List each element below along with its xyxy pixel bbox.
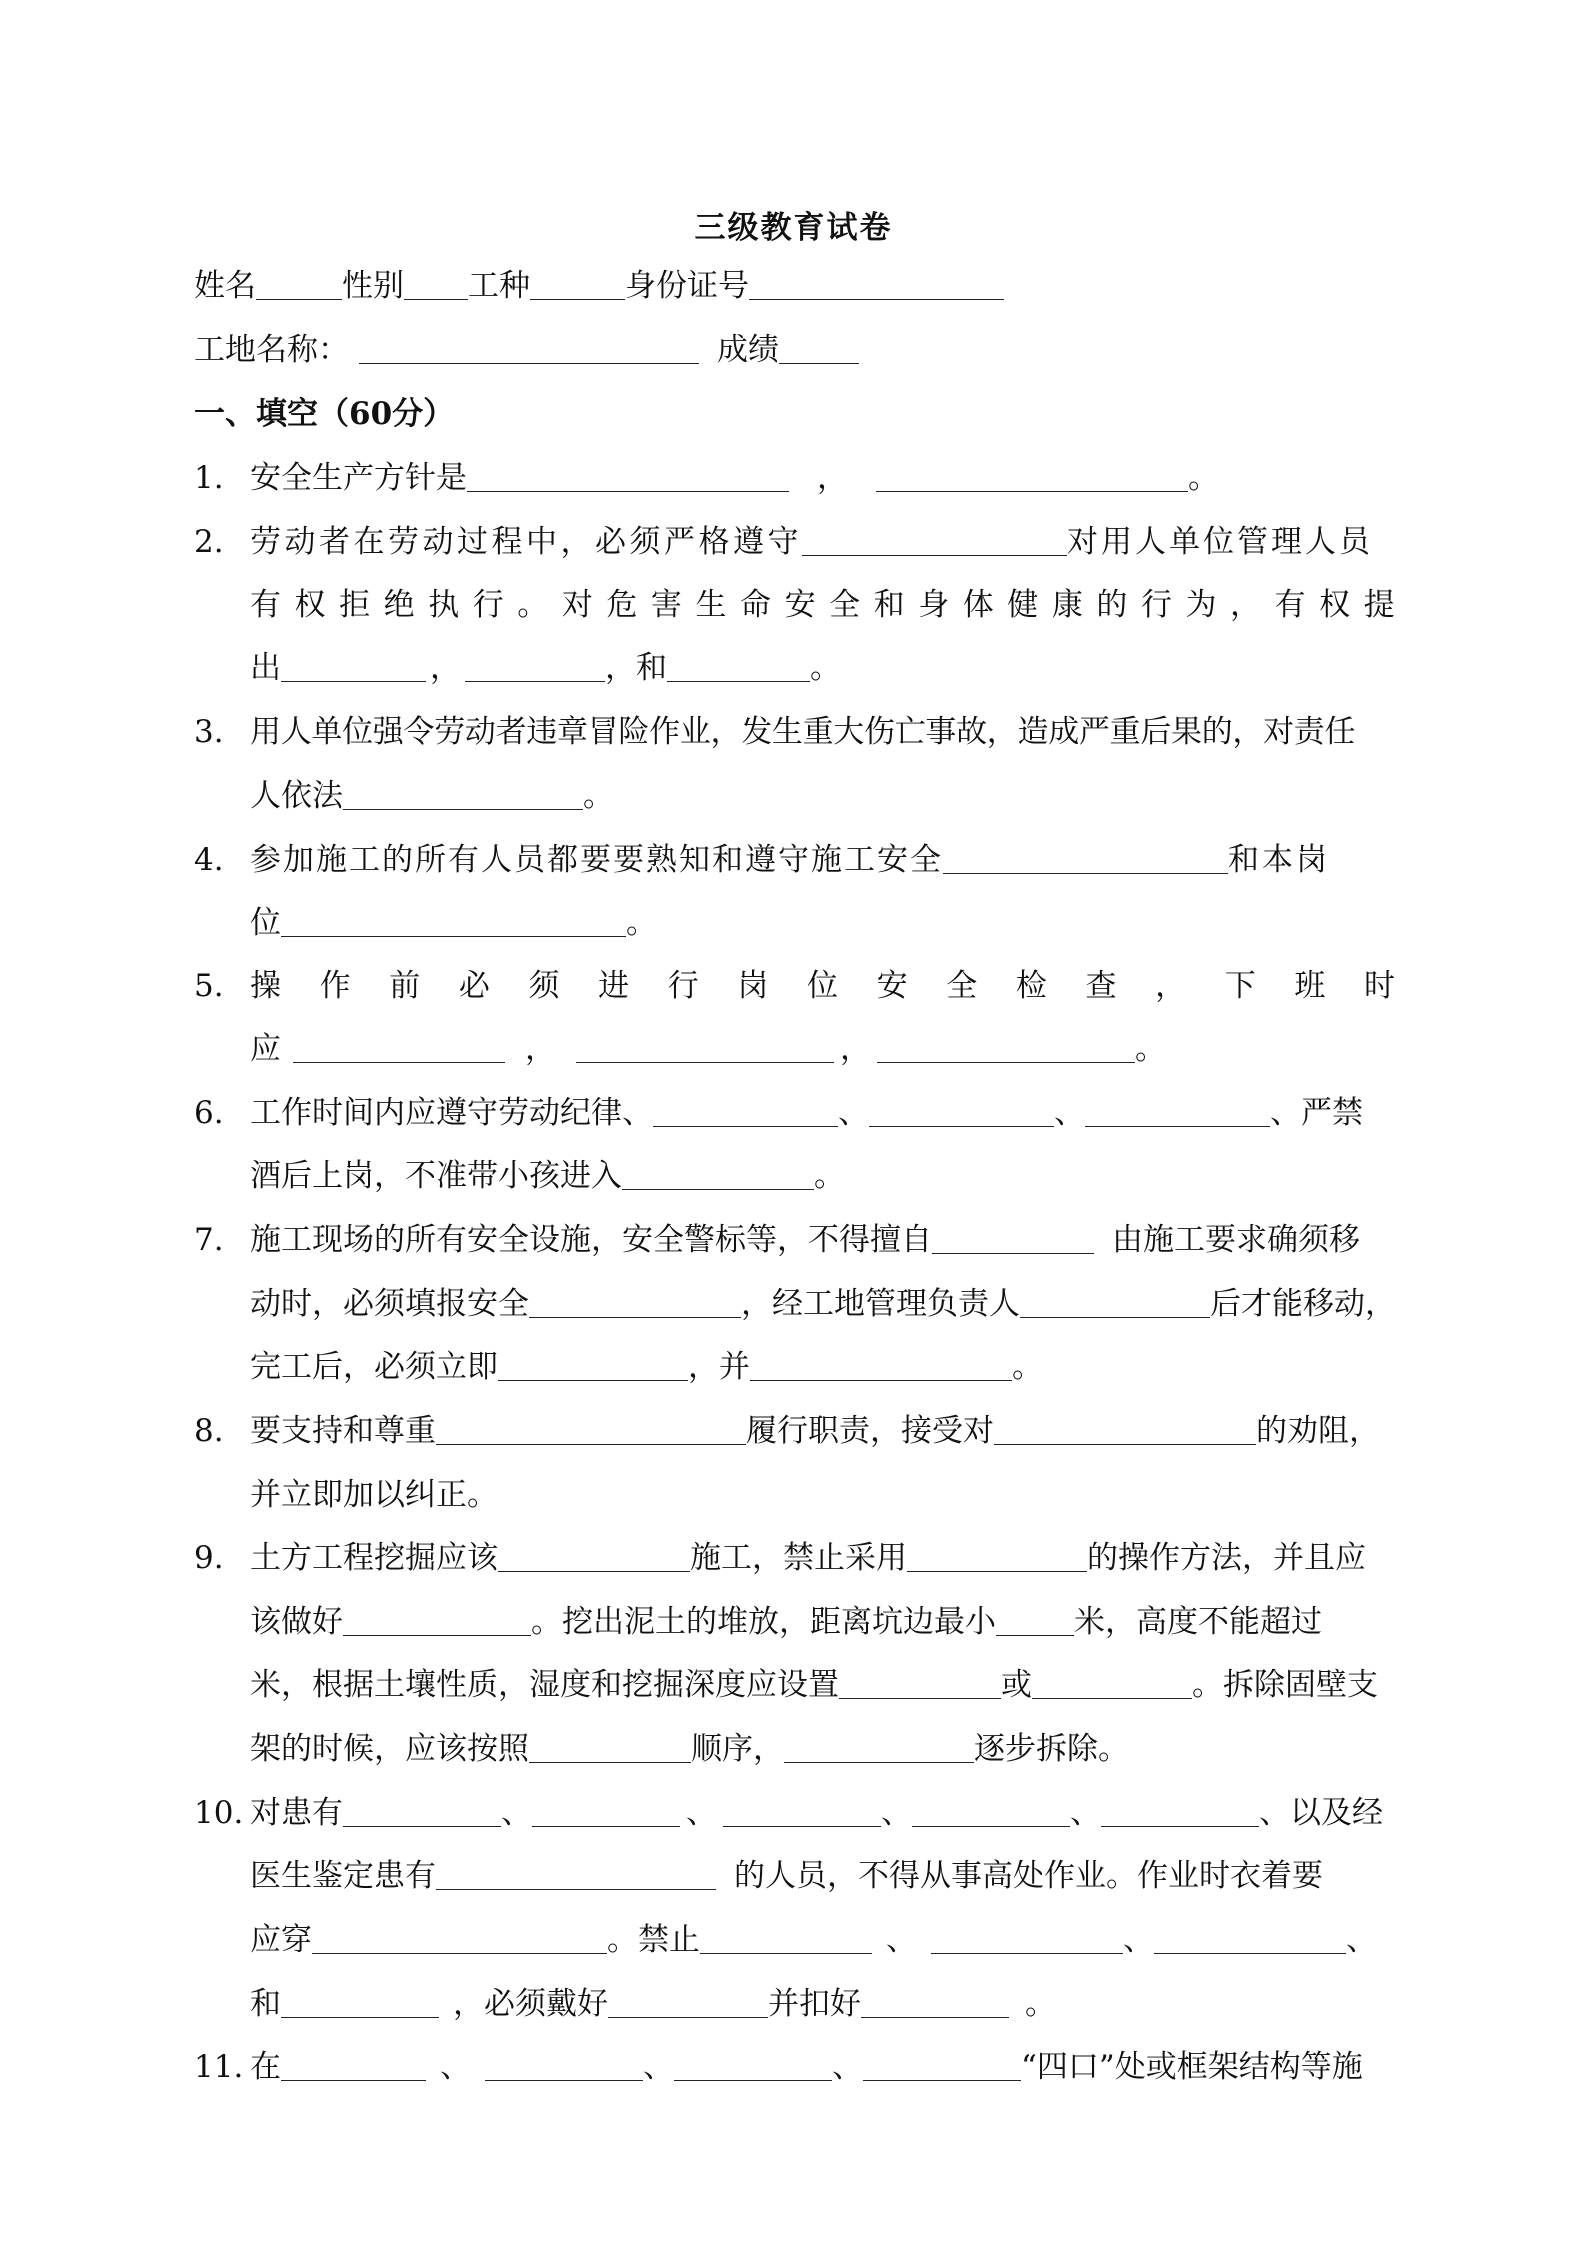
question-text: 该做好 <box>250 1604 343 1640</box>
char: 岗 <box>737 968 769 1004</box>
answer-blank[interactable] <box>869 1096 1054 1127</box>
section-heading: 一、填空（60分） <box>194 396 455 432</box>
question-text: 。 <box>810 650 841 686</box>
char: 行 <box>667 968 699 1004</box>
question-text: 动时，必须填报安全 <box>250 1286 529 1322</box>
answer-blank[interactable] <box>667 651 810 682</box>
question-number: 10. <box>194 1795 244 1831</box>
question-10 <box>194 1793 1394 1833</box>
question-4-line-2 <box>250 903 1400 943</box>
answer-blank[interactable] <box>281 651 426 682</box>
answer-blank[interactable] <box>996 1605 1074 1636</box>
char: 进 <box>598 968 630 1004</box>
question-8 <box>194 1411 1394 1451</box>
question-text: 工作时间内应遵守劳动纪律、 <box>250 1095 653 1131</box>
char: 操 <box>250 968 281 1004</box>
answer-blank[interactable] <box>467 461 789 492</box>
question-text: 应 <box>250 1031 281 1067</box>
char: 为 <box>1185 587 1217 623</box>
question-text: 人依法 <box>250 778 343 814</box>
question-number: 7. <box>194 1222 224 1258</box>
question-number: 9. <box>194 1540 224 1576</box>
question-number: 2. <box>194 524 224 560</box>
char: 查 <box>1085 968 1117 1004</box>
question-text: 后才能移动， <box>1210 1286 1396 1322</box>
question-text: 、以及经 <box>1259 1795 1383 1831</box>
char: 下 <box>1224 968 1256 1004</box>
question-text: 对用人单位管理人员 <box>1067 524 1373 560</box>
question-number: 5. <box>194 968 224 1004</box>
question-text: 、 <box>881 1795 912 1831</box>
question-text: ， <box>430 650 461 686</box>
question-text: ， <box>817 460 848 496</box>
question-text: 、 <box>1054 1095 1085 1131</box>
question-number: 4. <box>194 842 224 878</box>
char: 执 <box>428 587 460 623</box>
question-text: 。拆除固壁支 <box>1192 1667 1378 1703</box>
answer-blank[interactable] <box>436 1859 716 1890</box>
question-text: 酒后上岗，不准带小孩进入 <box>250 1158 622 1194</box>
question-number: 6. <box>194 1095 224 1131</box>
question-text: 参加施工的所有人员都要要熟知和遵守施工安全 <box>250 842 943 878</box>
question-7-line-2 <box>250 1284 1400 1324</box>
answer-blank[interactable] <box>750 1350 1012 1381</box>
answer-blank[interactable] <box>343 1796 501 1827</box>
question-text: ，经工地管理负责人 <box>741 1286 1020 1322</box>
question-6-line-2 <box>250 1156 1400 1196</box>
page-title: 三级教育试卷 <box>694 210 893 246</box>
question-text: 对患有 <box>250 1795 343 1831</box>
question-text: 完工后，必须立即 <box>250 1349 498 1385</box>
answer-blank[interactable] <box>839 1668 1001 1699</box>
score-blank[interactable] <box>779 333 859 364</box>
question-text: 。 <box>1012 1349 1043 1385</box>
question-text: “四口”处或框架结构等施 <box>1021 2049 1363 2085</box>
char: 行 <box>1140 587 1172 623</box>
question-text: 或 <box>1001 1667 1032 1703</box>
question-text: 位 <box>250 905 281 941</box>
char: 拒 <box>339 587 371 623</box>
answer-blank[interactable] <box>465 651 605 682</box>
question-text: 、 <box>1123 1922 1154 1958</box>
question-text: 土方工程挖掘应该 <box>250 1540 498 1576</box>
answer-blank[interactable] <box>784 1732 974 1763</box>
question-number: 11. <box>194 2049 244 2085</box>
char: 康 <box>1051 587 1083 623</box>
question-text: 、 <box>440 2049 471 2085</box>
char: 身 <box>918 587 950 623</box>
question-text: 由施工要求确须移 <box>1112 1222 1360 1258</box>
question-text: ，并 <box>688 1349 750 1385</box>
question-text: 和 <box>250 1986 281 2022</box>
question-text: 、 <box>501 1795 532 1831</box>
question-number: 3. <box>194 714 224 750</box>
question-text: 、严禁 <box>1270 1095 1363 1131</box>
question-3-line-2 <box>250 776 1400 816</box>
question-text: 米，高度不能超过 <box>1074 1604 1322 1640</box>
char: 权 <box>294 587 326 623</box>
answer-blank[interactable] <box>932 1223 1094 1254</box>
answer-blank[interactable] <box>498 1350 688 1381</box>
char: 必 <box>458 968 490 1004</box>
question-text: 、 <box>643 2049 674 2085</box>
site-blank[interactable] <box>359 333 699 364</box>
char: 有 <box>250 587 281 623</box>
question-9 <box>194 1538 1394 1578</box>
question-text: ，必须戴好 <box>453 1986 608 2022</box>
char: 须 <box>528 968 560 1004</box>
answer-blank[interactable] <box>529 1287 741 1318</box>
answer-blank[interactable] <box>485 2050 643 2081</box>
char: 有 <box>1274 587 1306 623</box>
question-text: 施工现场的所有安全设施，安全警标等，不得擅自 <box>250 1222 932 1258</box>
id-number-blank[interactable] <box>749 269 1004 300</box>
char: 。 <box>517 587 549 623</box>
answer-blank[interactable] <box>1020 1287 1210 1318</box>
answer-blank[interactable] <box>877 1032 1135 1063</box>
answer-blank[interactable] <box>1101 1796 1259 1827</box>
question-5-line-1 <box>250 966 1400 1006</box>
answer-blank[interactable] <box>576 1032 834 1063</box>
char: 害 <box>650 587 682 623</box>
question-6 <box>194 1093 1394 1133</box>
question-text: 应穿 <box>250 1922 312 1958</box>
question-number: 1. <box>194 460 224 496</box>
name-blank[interactable] <box>256 269 342 300</box>
answer-blank[interactable] <box>907 1541 1087 1572</box>
char: 生 <box>695 587 727 623</box>
question-text: 。禁止 <box>607 1922 700 1958</box>
question-text: 、 <box>1346 1922 1377 1958</box>
question-10-line-2 <box>250 1856 1400 1896</box>
answer-blank[interactable] <box>931 1923 1123 1954</box>
answer-blank[interactable] <box>994 1414 1256 1445</box>
char: 时 <box>1364 968 1395 1004</box>
question-7-line-3 <box>250 1347 1400 1387</box>
question-text: 要支持和尊重 <box>250 1413 436 1449</box>
question-text: 安全生产方针是 <box>250 460 467 496</box>
question-text: 并立即加以纠正。 <box>250 1477 498 1513</box>
question-text: ， <box>840 1031 871 1067</box>
answer-blank[interactable] <box>281 906 626 937</box>
question-text: 。 <box>1025 1986 1056 2022</box>
question-text: 、 <box>838 1095 869 1131</box>
question-2-line-3 <box>250 648 1400 688</box>
char: 检 <box>1015 968 1047 1004</box>
answer-blank[interactable] <box>912 1796 1070 1827</box>
char: 作 <box>319 968 351 1004</box>
question-2-line-2 <box>250 585 1400 625</box>
question-text: 和本岗 <box>1228 842 1330 878</box>
char: 位 <box>807 968 838 1004</box>
answer-blank[interactable] <box>943 843 1228 874</box>
answer-blank[interactable] <box>608 1987 768 2018</box>
answer-blank[interactable] <box>1032 1668 1192 1699</box>
name-label: 姓名 <box>194 268 256 304</box>
question-9-line-4 <box>250 1729 1400 1769</box>
char: ， <box>1230 587 1262 623</box>
question-text: 的操作方法，并且应 <box>1087 1540 1366 1576</box>
question-10-line-4 <box>250 1984 1400 2024</box>
question-text: 。 <box>1135 1031 1166 1067</box>
site-label: 工地名称： <box>194 332 349 368</box>
answer-blank[interactable] <box>312 1923 607 1954</box>
answer-blank[interactable] <box>343 1605 531 1636</box>
question-text: 架的时候，应该按照 <box>250 1731 529 1767</box>
question-text: 、 <box>832 2049 863 2085</box>
answer-blank[interactable] <box>498 1541 690 1572</box>
char: 提 <box>1363 587 1395 623</box>
char: 绝 <box>383 587 415 623</box>
answer-blank[interactable] <box>653 1096 838 1127</box>
question-text: 在 <box>250 2049 281 2085</box>
char: 权 <box>1319 587 1351 623</box>
question-text: 、 <box>886 1922 917 1958</box>
char: 对 <box>561 587 593 623</box>
question-text: 劳动者在劳动过程中，必须严格遵守 <box>250 524 802 560</box>
char: 前 <box>389 968 421 1004</box>
answer-blank[interactable] <box>1085 1096 1270 1127</box>
char: 健 <box>1007 587 1039 623</box>
question-10-line-3 <box>250 1920 1400 1960</box>
question-text: 。 <box>1188 460 1219 496</box>
job-blank[interactable] <box>530 269 625 300</box>
char: ， <box>1155 968 1187 1004</box>
question-9-line-3 <box>250 1665 1400 1705</box>
question-text: 出 <box>250 650 281 686</box>
char: 的 <box>1096 587 1128 623</box>
question-4 <box>194 840 1394 880</box>
header-site-line <box>194 330 1394 370</box>
question-text: 的劝阻， <box>1256 1413 1380 1449</box>
char: 安 <box>784 587 816 623</box>
question-text: 履行职责，接受对 <box>746 1413 994 1449</box>
question-number: 8. <box>194 1413 224 1449</box>
job-label: 工种 <box>468 268 530 304</box>
score-label: 成绩 <box>717 332 779 368</box>
answer-blank[interactable] <box>861 1987 1009 2018</box>
question-text: 。 <box>814 1158 845 1194</box>
id-number-label: 身份证号 <box>625 268 749 304</box>
char: 行 <box>472 587 504 623</box>
question-text: 米，根据土壤性质，湿度和挖掘深度应设置 <box>250 1667 839 1703</box>
question-text: 。 <box>583 778 614 814</box>
answer-blank[interactable] <box>1154 1923 1346 1954</box>
question-text: 。挖出泥土的堆放，距离坑边最小 <box>531 1604 996 1640</box>
question-text: 、 <box>686 1795 717 1831</box>
question-text: 逐步拆除。 <box>974 1731 1129 1767</box>
answer-blank[interactable] <box>281 1987 439 2018</box>
answer-blank[interactable] <box>802 525 1067 556</box>
answer-blank[interactable] <box>876 461 1188 492</box>
question-text: 医生鉴定患有 <box>250 1858 436 1894</box>
answer-blank[interactable] <box>532 1796 680 1827</box>
question-text: ， <box>525 1031 556 1067</box>
question-11 <box>194 2047 1394 2087</box>
question-text: ，和 <box>605 650 667 686</box>
question-text: 用人单位强令劳动者违章冒险作业，发生重大伤亡事故，造成严重后果的，对责任 <box>250 714 1356 750</box>
answer-blank[interactable] <box>529 1732 691 1763</box>
question-text: 。 <box>626 905 657 941</box>
char: 危 <box>606 587 638 623</box>
answer-blank[interactable] <box>674 2050 832 2081</box>
gender-label: 性别 <box>342 268 404 304</box>
question-text: 施工，禁止采用 <box>690 1540 907 1576</box>
question-3 <box>194 712 1394 752</box>
answer-blank[interactable] <box>281 2050 426 2081</box>
char: 全 <box>829 587 861 623</box>
char: 体 <box>962 587 994 623</box>
gender-blank[interactable] <box>404 269 468 300</box>
question-7 <box>194 1220 1394 1260</box>
char: 班 <box>1294 968 1326 1004</box>
question-text: 的人员，不得从事高处作业。作业时衣着要 <box>734 1858 1323 1894</box>
answer-blank[interactable] <box>863 2050 1021 2081</box>
char: 和 <box>873 587 905 623</box>
char: 全 <box>946 968 978 1004</box>
answer-blank[interactable] <box>700 1923 872 1954</box>
question-9-line-2 <box>250 1602 1400 1642</box>
char: 安 <box>876 968 908 1004</box>
answer-blank[interactable] <box>723 1796 881 1827</box>
answer-blank[interactable] <box>293 1032 505 1063</box>
question-text: 顺序， <box>691 1731 784 1767</box>
answer-blank[interactable] <box>436 1414 746 1445</box>
question-text: 、 <box>1070 1795 1101 1831</box>
header-info-line <box>194 266 1394 306</box>
char: 命 <box>740 587 772 623</box>
question-1 <box>194 458 1394 498</box>
answer-blank[interactable] <box>622 1159 814 1190</box>
answer-blank[interactable] <box>343 779 583 810</box>
question-text: 并扣好 <box>768 1986 861 2022</box>
question-5-line-2 <box>250 1029 1400 1069</box>
question-8-line-2 <box>250 1475 1400 1515</box>
question-2 <box>194 522 1394 562</box>
